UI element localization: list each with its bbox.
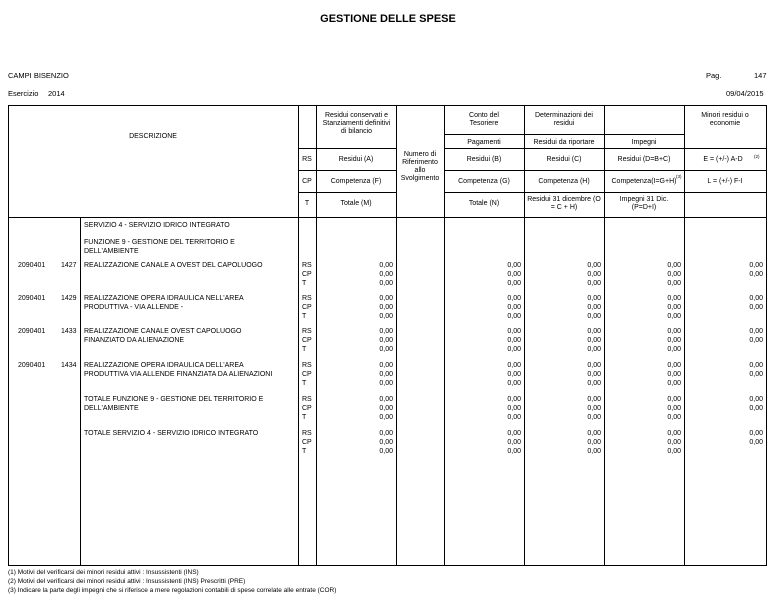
row-rs-label: RS	[302, 328, 312, 335]
col-header-t: T	[304, 200, 310, 207]
page-title: GESTIONE DELLE SPESE	[320, 13, 456, 25]
row-value-c: 0,00	[587, 371, 601, 378]
row-value-c: 0,00	[587, 430, 601, 437]
table-border-bottom	[8, 565, 767, 566]
col-divider-rs	[316, 105, 317, 566]
row-cp-label: CP	[302, 439, 312, 446]
row-value-a: 0,00	[379, 414, 393, 421]
col-header-residui-a: Residui (A)	[338, 156, 374, 163]
year-label: Esercizio	[8, 89, 39, 98]
row-code: 2090401	[18, 328, 46, 335]
header-line-2a	[298, 148, 396, 149]
row-value-c: 0,00	[587, 346, 601, 353]
row-value-a: 0,00	[379, 371, 393, 378]
row-value-e: 0,00	[749, 328, 763, 335]
section-servizio: SERVIZIO 4 - SERVIZIO IDRICO INTEGRATO	[84, 222, 230, 229]
row-value-d: 0,00	[667, 448, 681, 455]
row-value-e: 0,00	[749, 304, 763, 311]
col-divider-desc	[298, 105, 299, 566]
section-funzione: FUNZIONE 9 - GESTIONE DEL TERRITORIO E DELL'AMBIENTE	[84, 239, 235, 255]
row-value-d: 0,00	[667, 362, 681, 369]
row-value-b: 0,00	[507, 328, 521, 335]
col-header-competenza-g: Competenza (G)	[458, 178, 510, 185]
row-value-d: 0,00	[667, 304, 681, 311]
col-header-minori-residui: Minori residui o economie	[701, 112, 749, 127]
row-value-d: 0,00	[667, 371, 681, 378]
row-value-b: 0,00	[507, 295, 521, 302]
row-description: REALIZZAZIONE OPERA IDRAULICA DELL'AREA PRODUTTIVA VIA ALLENDE FINANZIATA DA ALIENAZIONI	[84, 362, 273, 378]
row-value-c: 0,00	[587, 405, 601, 412]
row-value-b: 0,00	[507, 271, 521, 278]
row-value-d: 0,00	[667, 328, 681, 335]
row-t-label: T	[302, 313, 307, 320]
row-value-c: 0,00	[587, 396, 601, 403]
col-header-pagamenti: Pagamenti	[467, 139, 501, 146]
row-value-b: 0,00	[507, 304, 521, 311]
report-date: 09/04/2015	[726, 89, 764, 98]
row-cp-label: CP	[302, 337, 312, 344]
row-value-a: 0,00	[379, 304, 393, 311]
page-label: Pag.	[706, 71, 722, 80]
row-value-a: 0,00	[379, 380, 393, 387]
col-header-e-formula: E = (+/-) A-D	[703, 156, 743, 163]
page-number: 147	[754, 71, 767, 80]
row-rs-label: RS	[302, 262, 312, 269]
row-value-a: 0,00	[379, 262, 393, 269]
row-value-a: 0,00	[379, 362, 393, 369]
col-divider-c	[604, 105, 605, 566]
row-value-e: 0,00	[749, 362, 763, 369]
row-value-d: 0,00	[667, 271, 681, 278]
table-border-right	[766, 105, 767, 566]
col-header-totale-n: Totale (N)	[468, 200, 500, 207]
col-header-impegni: Impegni	[631, 139, 657, 146]
year-value: 2014	[48, 89, 65, 98]
row-value-a: 0,00	[379, 313, 393, 320]
row-value-a: 0,00	[379, 271, 393, 278]
row-value-a: 0,00	[379, 439, 393, 446]
row-value-c: 0,00	[587, 337, 601, 344]
row-value-b: 0,00	[507, 405, 521, 412]
footnote-mark-2: (2)	[754, 154, 760, 159]
row-value-e: 0,00	[749, 295, 763, 302]
row-value-e: 0,00	[749, 371, 763, 378]
row-value-d: 0,00	[667, 380, 681, 387]
row-t-label: T	[302, 380, 307, 387]
row-description: TOTALE SERVIZIO 4 - SERVIZIO IDRICO INTEGRATO	[84, 430, 259, 437]
col-header-l-formula: L = (+/-) F-I	[707, 178, 743, 185]
row-value-a: 0,00	[379, 405, 393, 412]
row-value-b: 0,00	[507, 439, 521, 446]
row-number: 1429	[61, 295, 77, 302]
footnote-mark-3: (3)	[676, 174, 682, 179]
col-header-residui-c: Residui (C)	[546, 156, 582, 163]
col-divider-code	[80, 217, 81, 566]
header-line-4b	[444, 192, 766, 193]
row-value-c: 0,00	[587, 304, 601, 311]
row-value-d: 0,00	[667, 262, 681, 269]
row-value-c: 0,00	[587, 271, 601, 278]
row-number: 1434	[61, 362, 77, 369]
row-value-c: 0,00	[587, 362, 601, 369]
col-header-residui-conservati: Residui conservati e Stanziamenti definitivi di bilancio	[322, 112, 391, 135]
row-rs-label: RS	[302, 430, 312, 437]
row-value-c: 0,00	[587, 295, 601, 302]
row-value-d: 0,00	[667, 396, 681, 403]
row-value-a: 0,00	[379, 396, 393, 403]
row-value-a: 0,00	[379, 448, 393, 455]
row-code: 2090401	[18, 295, 46, 302]
row-value-e: 0,00	[749, 271, 763, 278]
header-line-3a	[298, 170, 396, 171]
row-value-b: 0,00	[507, 430, 521, 437]
row-t-label: T	[302, 414, 307, 421]
col-header-residui-d: Residui (D=B+C)	[617, 156, 671, 163]
header-line-4a	[298, 192, 396, 193]
row-value-b: 0,00	[507, 380, 521, 387]
row-value-b: 0,00	[507, 448, 521, 455]
row-cp-label: CP	[302, 405, 312, 412]
col-header-totale-m: Totale (M)	[340, 200, 372, 207]
row-value-e: 0,00	[749, 405, 763, 412]
row-value-b: 0,00	[507, 280, 521, 287]
row-value-e: 0,00	[749, 439, 763, 446]
col-header-determinazione-residui: Determinazioni dei residui	[535, 112, 593, 127]
col-header-rs: RS	[302, 156, 312, 163]
col-divider-ref	[444, 105, 445, 566]
row-cp-label: CP	[302, 304, 312, 311]
row-rs-label: RS	[302, 396, 312, 403]
header-line-1	[444, 134, 684, 135]
header-line-2b	[444, 148, 766, 149]
row-description: TOTALE FUNZIONE 9 - GESTIONE DEL TERRITORIO E DELL'AMBIENTE	[84, 396, 264, 412]
col-header-competenza-h: Competenza (H)	[538, 178, 590, 185]
footnote-3: (3) Indicare la parte degli impegni che si riferisce a mere regolazioni contabili di spese correlate alle entrate (COR)	[8, 587, 337, 594]
row-value-b: 0,00	[507, 313, 521, 320]
row-value-d: 0,00	[667, 430, 681, 437]
row-value-b: 0,00	[507, 371, 521, 378]
col-header-residui-31-dic: Residui 31 dicembre (O = C + H)	[527, 196, 601, 211]
row-number: 1427	[61, 262, 77, 269]
row-value-b: 0,00	[507, 346, 521, 353]
row-value-d: 0,00	[667, 313, 681, 320]
col-header-impegni-31-dic: Impegni 31 Dic. (P=D+I)	[619, 196, 669, 211]
row-value-a: 0,00	[379, 346, 393, 353]
row-value-b: 0,00	[507, 414, 521, 421]
footnote-1: (1) Motivi del verificarsi dei minori residui attivi : Insussistenti (INS)	[8, 569, 199, 576]
row-rs-label: RS	[302, 295, 312, 302]
row-value-d: 0,00	[667, 414, 681, 421]
row-value-d: 0,00	[667, 346, 681, 353]
row-value-c: 0,00	[587, 414, 601, 421]
row-value-c: 0,00	[587, 448, 601, 455]
row-description: REALIZZAZIONE CANALE A OVEST DEL CAPOLUOGO	[84, 262, 263, 269]
col-header-numero-riferimento: Numero di Riferimento allo Svolgimento	[400, 151, 440, 182]
row-value-c: 0,00	[587, 313, 601, 320]
col-header-residui-da-riportare: Residui da riportare	[533, 139, 595, 146]
row-value-c: 0,00	[587, 280, 601, 287]
row-value-a: 0,00	[379, 430, 393, 437]
col-header-cp: CP	[302, 178, 312, 185]
footnote-2: (2) Motivi del verificarsi dei minori residui attivi : Insussistenti (INS) Prescritti (PRE)	[8, 578, 246, 585]
header-line-3b	[444, 170, 766, 171]
row-value-d: 0,00	[667, 405, 681, 412]
row-code: 2090401	[18, 262, 46, 269]
row-cp-label: CP	[302, 271, 312, 278]
row-value-d: 0,00	[667, 280, 681, 287]
row-description: REALIZZAZIONE CANALE OVEST CAPOLUOGO FINANZIATO DA ALIENAZIONE	[84, 328, 242, 344]
row-value-c: 0,00	[587, 328, 601, 335]
row-rs-label: RS	[302, 362, 312, 369]
row-value-c: 0,00	[587, 439, 601, 446]
row-description: REALIZZAZIONE OPERA IDRAULICA NELL'AREA PRODUTTIVA - VIA ALLENDE -	[84, 295, 244, 311]
col-header-conto-tesoriere: Conto del Tesoriere	[469, 112, 499, 127]
header-separator	[8, 217, 767, 218]
row-value-e: 0,00	[749, 396, 763, 403]
col-header-descrizione: DESCRIZIONE	[129, 133, 177, 140]
row-t-label: T	[302, 346, 307, 353]
row-value-d: 0,00	[667, 439, 681, 446]
col-divider-b	[524, 105, 525, 566]
row-value-a: 0,00	[379, 328, 393, 335]
row-value-c: 0,00	[587, 380, 601, 387]
row-value-a: 0,00	[379, 337, 393, 344]
row-value-e: 0,00	[749, 262, 763, 269]
entity-name: CAMPI BISENZIO	[8, 71, 69, 80]
row-value-a: 0,00	[379, 295, 393, 302]
row-value-b: 0,00	[507, 396, 521, 403]
row-value-c: 0,00	[587, 262, 601, 269]
row-value-b: 0,00	[507, 337, 521, 344]
row-code: 2090401	[18, 362, 46, 369]
table-border-left	[8, 105, 9, 566]
row-t-label: T	[302, 448, 307, 455]
row-value-b: 0,00	[507, 262, 521, 269]
row-value-b: 0,00	[507, 362, 521, 369]
col-header-residui-b: Residui (B)	[466, 156, 502, 163]
row-cp-label: CP	[302, 371, 312, 378]
row-value-d: 0,00	[667, 295, 681, 302]
col-header-competenza-i: Competenza(I=G+H)	[611, 178, 677, 185]
row-value-e: 0,00	[749, 430, 763, 437]
row-t-label: T	[302, 280, 307, 287]
row-number: 1433	[61, 328, 77, 335]
row-value-d: 0,00	[667, 337, 681, 344]
col-divider-d	[684, 105, 685, 566]
row-value-e: 0,00	[749, 337, 763, 344]
row-value-a: 0,00	[379, 280, 393, 287]
col-header-competenza-f: Competenza (F)	[330, 178, 382, 185]
table-border-top	[8, 105, 767, 106]
